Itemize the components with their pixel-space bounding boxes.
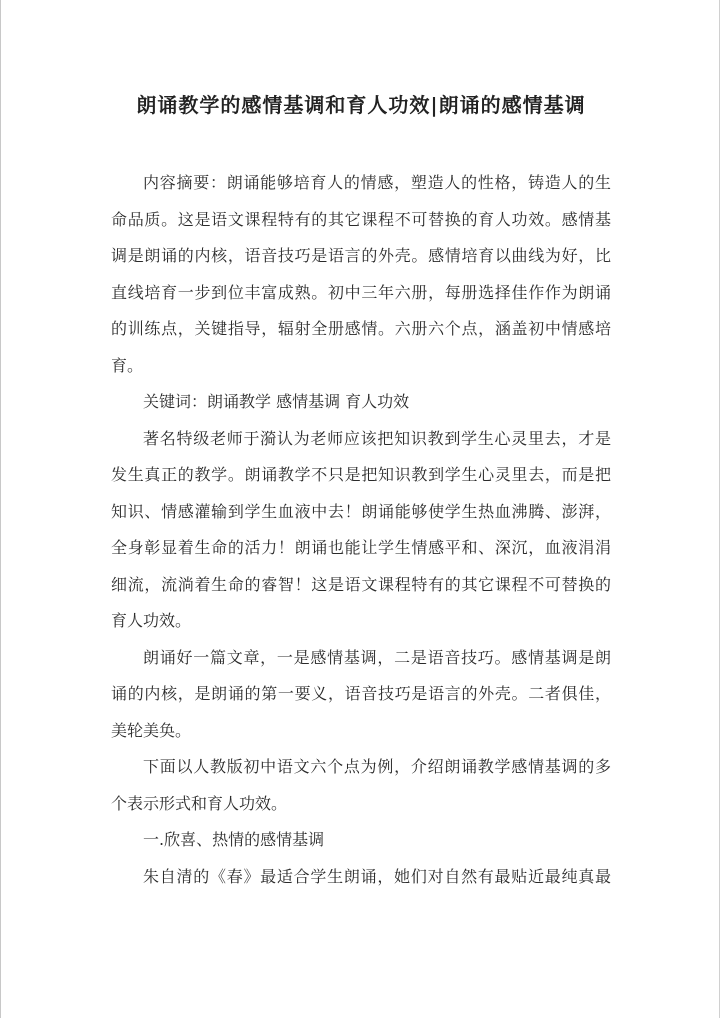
text-line: 细流，流淌着生命的睿智！这是语文课程特有的其它课程不可替换的 bbox=[111, 574, 611, 594]
text-line: 育。 bbox=[111, 355, 144, 375]
text-line: 知识、情感灌输到学生血液中去！朗诵能够使学生热血沸腾、澎湃， bbox=[111, 501, 611, 521]
text-line: 朗诵好一篇文章，一是感情基调，二是语音技巧。感情基调是朗 bbox=[143, 647, 611, 667]
text-line: 育人功效。 bbox=[111, 611, 192, 630]
text-line: 下面以人教版初中语文六个点为例，介绍朗诵教学感情基调的多 bbox=[143, 757, 611, 776]
section-heading: 一.欣喜、热情的感情基调 bbox=[143, 830, 325, 849]
text-line: 的训练点，关键指导，辐射全册感情。六册六个点，涵盖初中情感培 bbox=[111, 319, 611, 338]
text-line: 著名特级老师于漪认为老师应该把知识教到学生心灵里去，才是 bbox=[143, 428, 611, 448]
text-line: 美轮美奂。 bbox=[111, 720, 192, 740]
text-line: 调是朗诵的内核，语音技巧是语言的外壳。感情培育以曲线为好，比 bbox=[111, 246, 611, 265]
text-line: 个表示形式和育人功效。 bbox=[111, 793, 288, 813]
text-line: 命品质。这是语文课程特有的其它课程不可替换的育人功效。感情基 bbox=[111, 209, 611, 229]
text-line: 诵的内核，是朗诵的第一要义，语音技巧是语言的外壳。二者俱佳， bbox=[111, 684, 611, 703]
text-line: 全身彰显着生命的活力！朗诵也能让学生情感平和、深沉，血液涓涓 bbox=[111, 538, 611, 557]
document-body bbox=[111, 165, 611, 895]
text-line: 发生真正的教学。朗诵教学不只是把知识教到学生心灵里去，而是把 bbox=[111, 465, 611, 484]
text-line: 朱自清的《春》最适合学生朗诵，她们对自然有最贴近最纯真最 bbox=[143, 866, 611, 886]
text-line: 内容摘要：朗诵能够培育人的情感，塑造人的性格，铸造人的生 bbox=[143, 173, 611, 192]
keywords-line: 关键词：朗诵教学 感情基调 育人功效 bbox=[143, 392, 410, 411]
document-title: 朗诵教学的感情基调和育人功效|朗诵的感情基调 bbox=[136, 93, 586, 117]
text-line: 直线培育一步到位丰富成熟。初中三年六册，每册选择佳作作为朗诵 bbox=[111, 282, 611, 302]
